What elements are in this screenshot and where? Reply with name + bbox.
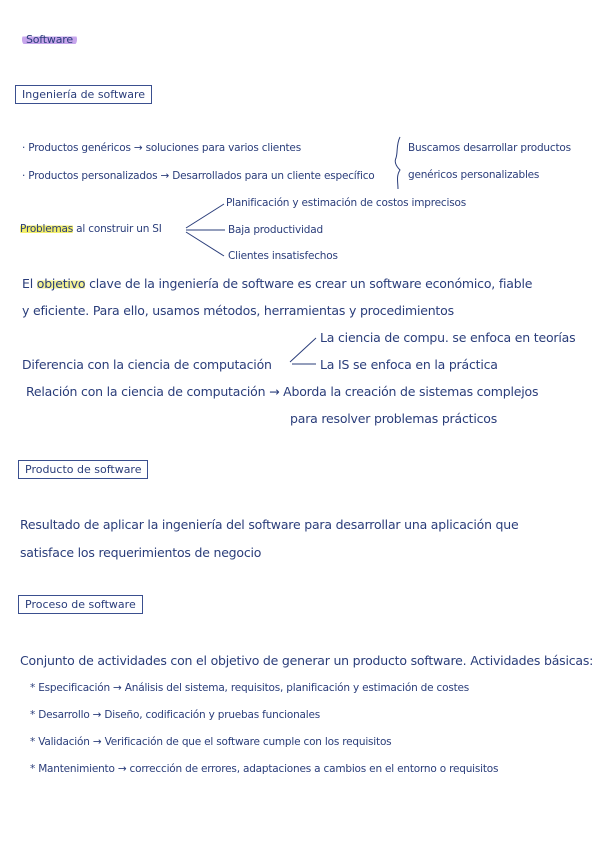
activity-desarrollo: * Desarrollo → Diseño, codificación y pruebas funcionales xyxy=(30,709,321,721)
side-note-line-2: genéricos personalizables xyxy=(408,169,540,181)
producto-text-line-2: satisface los requerimientos de negocio xyxy=(20,545,262,560)
page-title: Software xyxy=(22,33,77,46)
activity-validacion: * Validación → Verificación de que el software cumple con los requisitos xyxy=(30,736,392,748)
difference-2: La IS se enfoca en la práctica xyxy=(320,357,498,372)
bullet-generic-products: · Productos genéricos → soluciones para varios clientes xyxy=(22,142,301,154)
problem-branch-3: Clientes insatisfechos xyxy=(228,250,338,262)
bullet-custom-products: · Productos personalizados → Desarrollados para un cliente específico xyxy=(22,170,375,182)
problems-rest: al construir un SI xyxy=(73,223,162,235)
difference-1: La ciencia de compu. se enfoca en teorías xyxy=(320,330,576,345)
activity-mantenimiento: * Mantenimiento → corrección de errores, adaptaciones a cambios en el entorno o requisitos xyxy=(30,763,499,775)
objective-line-1: El objetivo clave de la ingeniería de software es crear un software económico, fiable xyxy=(22,276,533,291)
problem-branch-1: Planificación y estimación de costos imprecisos xyxy=(226,197,466,209)
difference-label: Diferencia con la ciencia de computación xyxy=(22,357,272,372)
side-note-line-1: Buscamos desarrollar productos xyxy=(408,142,571,154)
activity-especificacion: * Especificación → Análisis del sistema, requisitos, planificación y estimación de costes xyxy=(30,682,470,694)
section-heading-producto: Producto de software xyxy=(18,460,148,479)
section-heading-ingenieria: Ingeniería de software xyxy=(15,85,152,104)
problem-branch-2: Baja productividad xyxy=(228,224,323,236)
proceso-intro: Conjunto de actividades con el objetivo de generar un producto software. Actividades básicas: xyxy=(20,653,594,668)
problems-label xyxy=(20,223,162,235)
branch-arrow-3 xyxy=(186,232,224,256)
problems-word: Problemas xyxy=(20,223,74,235)
objective-line-2: y eficiente. Para ello, usamos métodos, herramientas y procedimientos xyxy=(22,303,454,318)
relation-line-1: Relación con la ciencia de computación → Aborda la creación de sistemas complejos xyxy=(26,384,539,399)
objective-word: objetivo xyxy=(36,276,86,291)
side-brace xyxy=(395,137,400,189)
relation-line-2: para resolver problemas prácticos xyxy=(290,411,498,426)
branch-arrow-1 xyxy=(186,204,224,228)
difference-arrow-1 xyxy=(290,338,316,362)
section-heading-proceso: Proceso de software xyxy=(18,595,143,614)
producto-text-line-1: Resultado de aplicar la ingeniería del software para desarrollar una aplicación que xyxy=(20,517,519,532)
